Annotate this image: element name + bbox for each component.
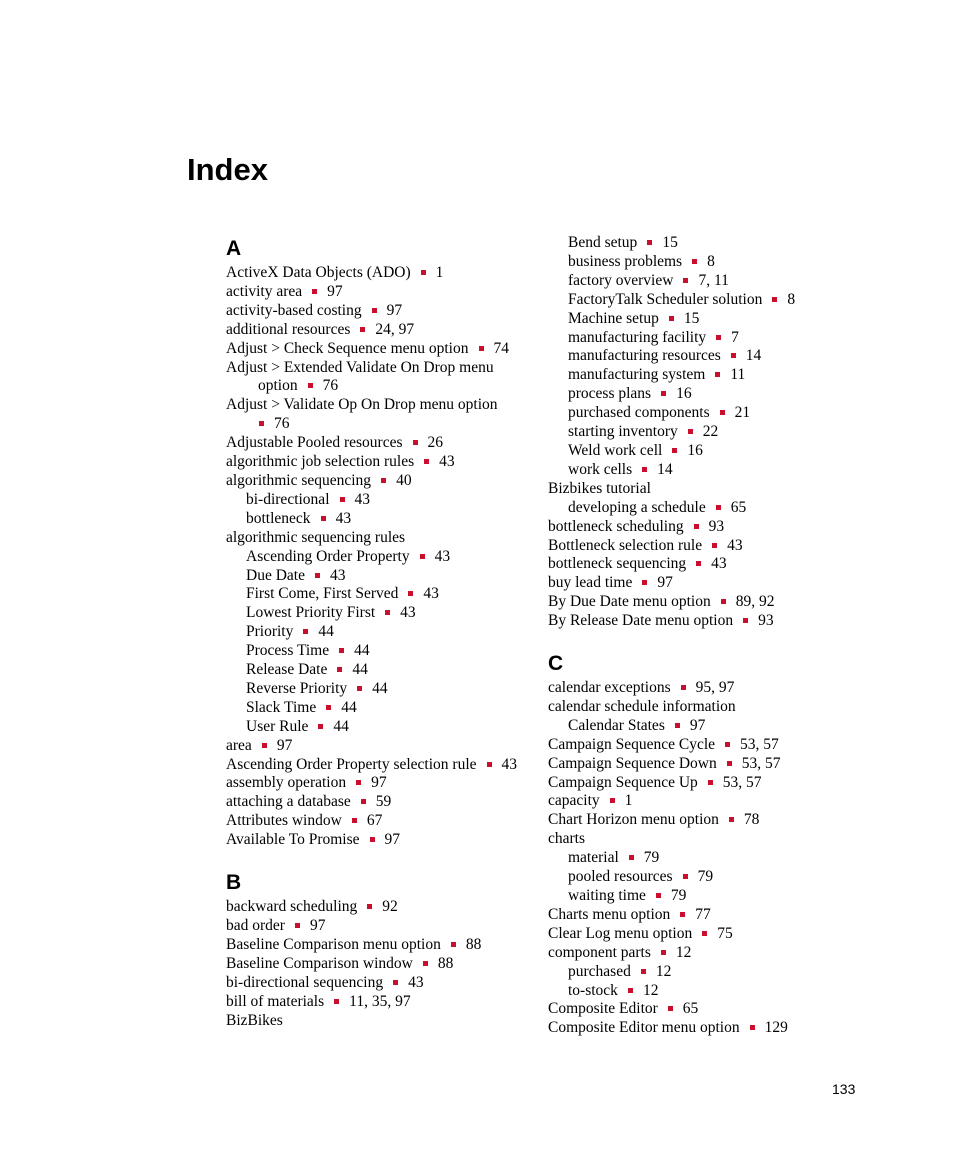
index-subentry: Due Date 43: [246, 566, 346, 584]
index-entry: Attributes window 67: [226, 812, 383, 830]
section-heading-c: C: [548, 652, 564, 676]
index-entry: Composite Editor menu option 129: [548, 1019, 788, 1037]
bullet-marker: [303, 629, 308, 634]
index-subentry: Priority 44: [246, 623, 334, 641]
bullet-marker: [385, 610, 390, 615]
bullet-marker: [683, 278, 688, 283]
index-entry-continuation: 76: [226, 415, 536, 434]
bullet-marker: [725, 742, 730, 747]
bullet-marker: [393, 980, 398, 985]
index-entry: attaching a database 59: [226, 793, 392, 811]
bullet-marker: [772, 297, 777, 302]
bullet-marker: [326, 705, 331, 710]
index-entry: algorithmic sequencing rules: [226, 528, 406, 546]
bullet-marker: [315, 573, 320, 578]
bullet-marker: [661, 950, 666, 955]
index-subentry: First Come, First Served 43: [246, 585, 439, 603]
index-subentry: Slack Time 44: [246, 698, 357, 716]
index-subentry: manufacturing resources 14: [568, 347, 762, 365]
index-entry: Available To Promise 97: [226, 831, 401, 849]
bullet-marker: [672, 448, 677, 453]
bullet-marker: [731, 353, 736, 358]
bullet-marker: [696, 561, 701, 566]
bullet-marker: [321, 516, 326, 521]
index-entry: Adjust > Check Sequence menu option 74: [226, 339, 509, 357]
index-entry: buy lead time 97: [548, 574, 673, 592]
index-subentry: Calendar States 97: [568, 716, 706, 734]
bullet-marker: [727, 761, 732, 766]
bullet-marker: [628, 988, 633, 993]
index-subentry: manufacturing facility 7: [568, 328, 739, 346]
bullet-marker: [669, 316, 674, 321]
index-entry: Campaign Sequence Down 53, 57: [548, 754, 781, 772]
index-subentry: material 79: [568, 849, 660, 867]
bullet-marker: [729, 817, 734, 822]
index-entry-continuation: option 76: [258, 377, 339, 395]
index-subentry: bi-directional 43: [246, 490, 370, 508]
bullet-marker: [692, 259, 697, 264]
index-subentry: bottleneck 43: [246, 509, 352, 527]
bullet-marker: [743, 618, 748, 623]
index-entry: bottleneck sequencing 43: [548, 555, 727, 573]
bullet-marker: [308, 383, 313, 388]
bullet-marker: [642, 467, 647, 472]
index-entry: Campaign Sequence Cycle 53, 57: [548, 735, 779, 753]
index-subentry: Bend setup 15: [568, 234, 678, 251]
index-entry: activity area 97: [226, 282, 343, 300]
page-title: Index: [187, 152, 268, 187]
index-subentry: Ascending Order Property 43: [246, 547, 451, 565]
bullet-marker: [487, 762, 492, 767]
bullet-marker: [295, 923, 300, 928]
index-entry: algorithmic job selection rules 43: [226, 453, 455, 471]
index-subentry: Weld work cell 16: [568, 441, 703, 459]
index-entry: activity-based costing 97: [226, 301, 403, 319]
index-entry: capacity 1: [548, 792, 633, 810]
bullet-marker: [451, 942, 456, 947]
bullet-marker: [357, 686, 362, 691]
index-entry: Clear Log menu option 75: [548, 924, 733, 942]
bullet-marker: [715, 372, 720, 377]
section-heading-b: B: [226, 871, 242, 895]
bullet-marker: [367, 904, 372, 909]
bullet-marker: [629, 855, 634, 860]
index-entry: calendar schedule information: [548, 697, 736, 715]
bullet-marker: [720, 410, 725, 415]
index-entry: Ascending Order Property selection rule 43: [226, 755, 518, 773]
index-entry: bill of materials 11, 35, 97: [226, 992, 411, 1010]
bullet-marker: [423, 961, 428, 966]
bullet-marker: [259, 421, 264, 426]
bullet-marker: [688, 429, 693, 434]
index-entry: Baseline Comparison menu option 88: [226, 935, 482, 953]
index-entry: assembly operation 97: [226, 774, 387, 792]
index-column-right: [548, 234, 848, 1038]
bullet-marker: [408, 591, 413, 596]
index-entry: Composite Editor 65: [548, 1000, 699, 1018]
index-subentry: pooled resources 79: [568, 868, 714, 886]
bullet-marker: [318, 724, 323, 729]
index-entry: Campaign Sequence Up 53, 57: [548, 773, 762, 791]
bullet-marker: [381, 478, 386, 483]
bullet-marker: [661, 391, 666, 396]
bullet-marker: [372, 308, 377, 313]
index-subentry: Reverse Priority 44: [246, 679, 388, 697]
bullet-marker: [262, 743, 267, 748]
bullet-marker: [712, 543, 717, 548]
index-entry: additional resources 24, 97: [226, 320, 415, 338]
bullet-marker: [334, 999, 339, 1004]
index-subentry: starting inventory 22: [568, 423, 719, 441]
bullet-marker: [312, 289, 317, 294]
bullet-marker: [675, 723, 680, 728]
index-subentry: User Rule 44: [246, 717, 349, 735]
index-entry: bottleneck scheduling 93: [548, 517, 725, 535]
index-entry: backward scheduling 92: [226, 898, 398, 916]
index-subentry: to-stock 12: [568, 981, 659, 999]
index-entry: By Due Date menu option 89, 92: [548, 593, 775, 611]
bullet-marker: [750, 1025, 755, 1030]
index-entry: Charts menu option 77: [548, 905, 711, 923]
bullet-marker: [694, 524, 699, 529]
index-entry: bad order 97: [226, 917, 326, 934]
index-entry: By Release Date menu option 93: [548, 612, 774, 630]
bullet-marker: [647, 240, 652, 245]
index-subentry: Process Time 44: [246, 642, 370, 660]
index-entry: Bizbikes tutorial: [548, 479, 651, 497]
bullet-marker: [721, 599, 726, 604]
bullet-marker: [340, 497, 345, 502]
index-subentry: manufacturing system 11: [568, 366, 746, 384]
section-heading-a: A: [226, 237, 242, 260]
index-entry: Chart Horizon menu option 78: [548, 811, 760, 829]
bullet-marker: [716, 505, 721, 510]
index-subentry: Release Date 44: [246, 661, 368, 679]
bullet-marker: [668, 1006, 673, 1011]
index-entry: component parts 12: [548, 943, 692, 961]
bullet-marker: [681, 685, 686, 690]
index-entry: Bottleneck selection rule 43: [548, 536, 743, 554]
bullet-marker: [641, 969, 646, 974]
bullet-marker: [683, 874, 688, 879]
index-subentry: Machine setup 15: [568, 309, 700, 327]
index-entry: Adjust > Extended Validate On Drop menu: [226, 358, 494, 376]
index-column-left: [226, 234, 536, 1030]
bullet-marker: [708, 780, 713, 785]
index-entry: calendar exceptions 95, 97: [548, 679, 735, 697]
index-entry: Baseline Comparison window 88: [226, 954, 454, 972]
index-subentry: work cells 14: [568, 460, 673, 478]
bullet-marker: [656, 893, 661, 898]
bullet-marker: [352, 818, 357, 823]
index-subentry: developing a schedule 65: [568, 498, 747, 516]
index-entry: algorithmic sequencing 40: [226, 471, 412, 489]
index-subentry: process plans 16: [568, 385, 692, 403]
index-subentry: Lowest Priority First 43: [246, 604, 416, 622]
index-entry: area 97: [226, 736, 293, 754]
index-entry: charts: [548, 830, 586, 848]
index-entry: ActiveX Data Objects (ADO) 1: [226, 264, 444, 281]
index-subentry: waiting time 79: [568, 887, 687, 904]
index-entry: Adjustable Pooled resources 26: [226, 434, 443, 452]
bullet-marker: [356, 780, 361, 785]
index-entry: Adjust > Validate Op On Drop menu option: [226, 396, 498, 414]
index-entry: BizBikes: [226, 1011, 283, 1029]
index-subentry: factory overview 7, 11: [568, 271, 729, 289]
bullet-marker: [642, 580, 647, 585]
bullet-marker: [420, 554, 425, 559]
bullet-marker: [413, 440, 418, 445]
index-entry: bi-directional sequencing 43: [226, 973, 424, 991]
bullet-marker: [702, 931, 707, 936]
bullet-marker: [680, 912, 685, 917]
bullet-marker: [339, 648, 344, 653]
bullet-marker: [337, 667, 342, 672]
bullet-marker: [361, 799, 366, 804]
index-subentry: business problems 8: [568, 252, 715, 270]
bullet-marker: [479, 346, 484, 351]
index-subentry: purchased 12: [568, 962, 672, 980]
bullet-marker: [421, 270, 426, 275]
index-subentry: FactoryTalk Scheduler solution 8: [568, 290, 796, 308]
bullet-marker: [424, 459, 429, 464]
bullet-marker: [360, 327, 365, 332]
page-number: 133: [832, 1081, 856, 1097]
bullet-marker: [716, 335, 721, 340]
bullet-marker: [610, 798, 615, 803]
bullet-marker: [370, 837, 375, 842]
index-subentry: purchased components 21: [568, 404, 751, 422]
